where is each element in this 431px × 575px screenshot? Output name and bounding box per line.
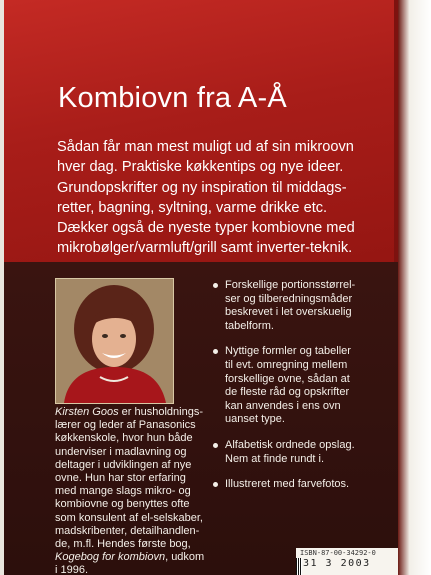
bio-line: køkkenskole, hvor hun både [55, 432, 193, 445]
bio-line: som konsulent af el-selskaber, [55, 511, 203, 524]
feature-item [211, 478, 398, 492]
page-edge [398, 0, 431, 575]
bio-line [55, 551, 215, 564]
bio-line: med mange slags mikro- og [55, 485, 191, 498]
book-reference: Kogebog for kombiovn [55, 551, 166, 564]
bullet-icon [213, 482, 218, 487]
bio-line: underviser i madlavning og [55, 445, 187, 458]
bullet-icon [213, 349, 218, 354]
barcode-icon [296, 558, 302, 575]
feature-line: beskrevet i let overskuelig [225, 306, 352, 319]
feature-list [211, 279, 398, 504]
author-photo [55, 278, 174, 404]
author-bio [55, 406, 215, 575]
bio-line [55, 406, 215, 419]
bio-text: er husholdnings- [118, 406, 203, 418]
bio-line: lærer og leder af Panasonics [55, 419, 196, 432]
feature-line: Nem at finde rundt i. [225, 452, 325, 465]
feature-line: Nyttige formler og tabeller [225, 345, 351, 358]
bio-line: i 1996. [55, 564, 89, 575]
feature-line: de fleste råd og opskrifter [225, 386, 350, 399]
author-name: Kirsten Goos [55, 406, 119, 418]
bio-line: madskribenter, detailhandlen- [55, 524, 200, 537]
feature-item [211, 345, 398, 427]
bio-line: de, m.fl. Hendes første bog, [55, 538, 191, 551]
feature-line: Alfabetisk ordnede opslag. [225, 438, 355, 451]
feature-line: uanset type. [225, 413, 285, 426]
intro-line: hver dag. Praktiske køkkentips og nye ideer. [57, 159, 344, 176]
intro-line: Grundopskrifter og ny inspiration til middags- [57, 179, 347, 196]
bio-line: kombiovne og benyttes ofte [55, 498, 190, 511]
intro-line: Dækker også de nyeste typer kombiovne med [57, 220, 355, 237]
intro-line: Sådan får man mest muligt ud af sin mikroovn [57, 139, 354, 155]
feature-line: kan anvendes i ens ovn [225, 399, 341, 412]
book-title: Kombiovn fra A-Å [58, 82, 287, 114]
bio-text: , udkom [165, 551, 205, 564]
intro-line: retter, bagning, syltning, varme drikke etc. [57, 199, 328, 216]
bullet-icon [213, 283, 218, 288]
bio-line: deltager i udviklingen af nye [55, 458, 192, 471]
feature-line: til evt. omregning mellem [225, 358, 348, 371]
feature-line: ser og tilberedningsmåder [225, 292, 353, 305]
date-stamp: 31 3 2003 [303, 558, 371, 569]
feature-line: Forskellige portionsstørrel- [225, 279, 356, 291]
feature-line: Illustreret med farvefotos. [225, 478, 350, 491]
bio-line: ovne. Hun har stor erfaring [55, 472, 186, 485]
book-back-cover [4, 0, 398, 575]
feature-line: tabelform. [225, 319, 274, 332]
intro-line: mikrobølger/varmluft/grill samt inverter-teknik. [57, 240, 353, 257]
intro-text [57, 137, 392, 259]
isbn-label: ISBN-87-00-34292-0 [300, 549, 376, 557]
bullet-icon [213, 443, 218, 448]
feature-line: forskellige ovne, sådan at [225, 372, 350, 385]
feature-item [211, 439, 398, 466]
feature-item [211, 279, 398, 333]
